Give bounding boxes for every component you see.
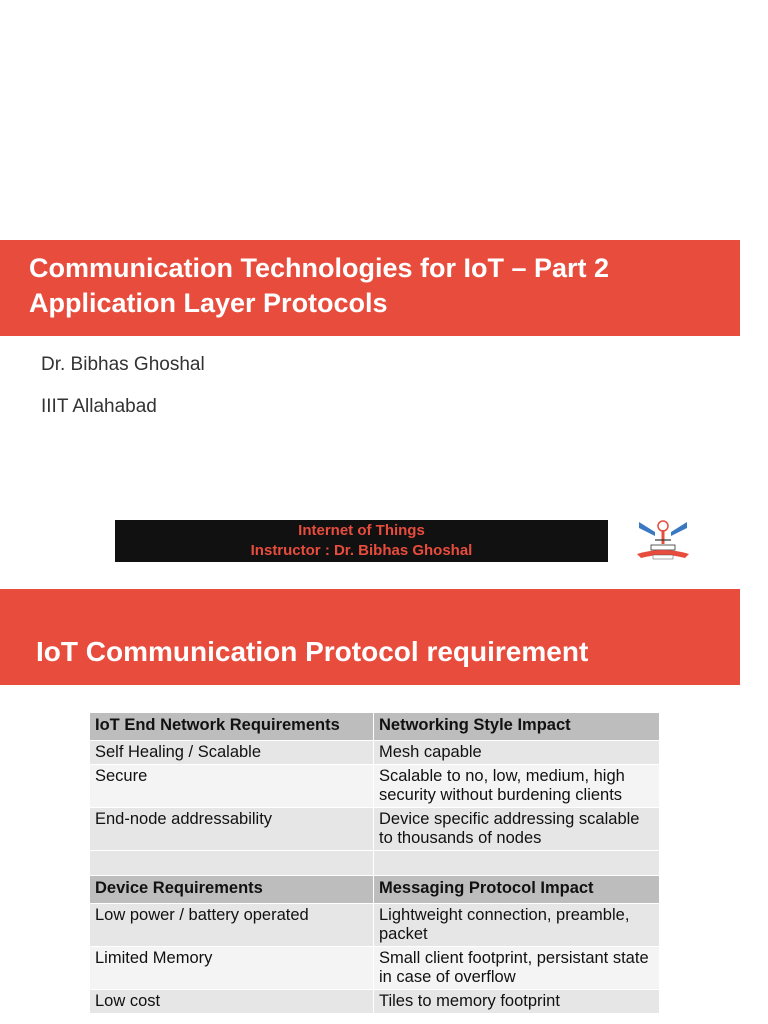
- table-cell: Limited Memory: [90, 947, 374, 990]
- table-cell: Mesh capable: [374, 741, 660, 765]
- table-cell: Scalable to no, low, medium, high security without burdening clients: [374, 765, 660, 808]
- section-banner: [0, 589, 740, 685]
- table-row: [90, 990, 660, 1014]
- table-header-cell: Messaging Protocol Impact: [374, 876, 660, 904]
- table-spacer-row: [90, 851, 660, 876]
- table-cell: End-node addressability: [90, 808, 374, 851]
- table-header-cell: IoT End Network Requirements: [90, 713, 374, 741]
- section-title: IoT Communication Protocol requirement: [36, 636, 589, 667]
- table-header-cell: Device Requirements: [90, 876, 374, 904]
- table-cell: Low cost: [90, 990, 374, 1014]
- author-name: Dr. Bibhas Ghoshal: [41, 354, 205, 375]
- table-cell: Tiles to memory footprint: [374, 990, 660, 1014]
- table-cell: Small client footprint, persistant state in case of overflow: [374, 947, 660, 990]
- footer-bar: [115, 520, 608, 562]
- footer-instructor: Instructor : Dr. Bibhas Ghoshal: [250, 542, 473, 559]
- table-cell: Secure: [90, 765, 374, 808]
- table-cell: Self Healing / Scalable: [90, 741, 374, 765]
- institute-name: IIIT Allahabad: [41, 396, 157, 417]
- title-banner: [0, 240, 740, 336]
- footer-course-title: Internet of Things: [298, 522, 425, 539]
- table-cell: Low power / battery operated: [90, 904, 374, 947]
- slide-title-line-1: Communication Technologies for IoT – Part 2: [29, 253, 610, 283]
- table-row: [90, 765, 660, 808]
- requirements-table: [89, 712, 660, 1014]
- table-cell: Device specific addressing scalable to thousands of nodes: [374, 808, 660, 851]
- table-row: [90, 808, 660, 851]
- table-cell: Lightweight connection, preamble, packet: [374, 904, 660, 947]
- table-header-row: [90, 713, 660, 741]
- table-header-row: [90, 876, 660, 904]
- slide-title-line-2: Application Layer Protocols: [29, 288, 388, 318]
- table-header-cell: Networking Style Impact: [374, 713, 660, 741]
- institute-logo-icon: [633, 516, 693, 562]
- table-row: [90, 741, 660, 765]
- table-row: [90, 947, 660, 990]
- table-row: [90, 904, 660, 947]
